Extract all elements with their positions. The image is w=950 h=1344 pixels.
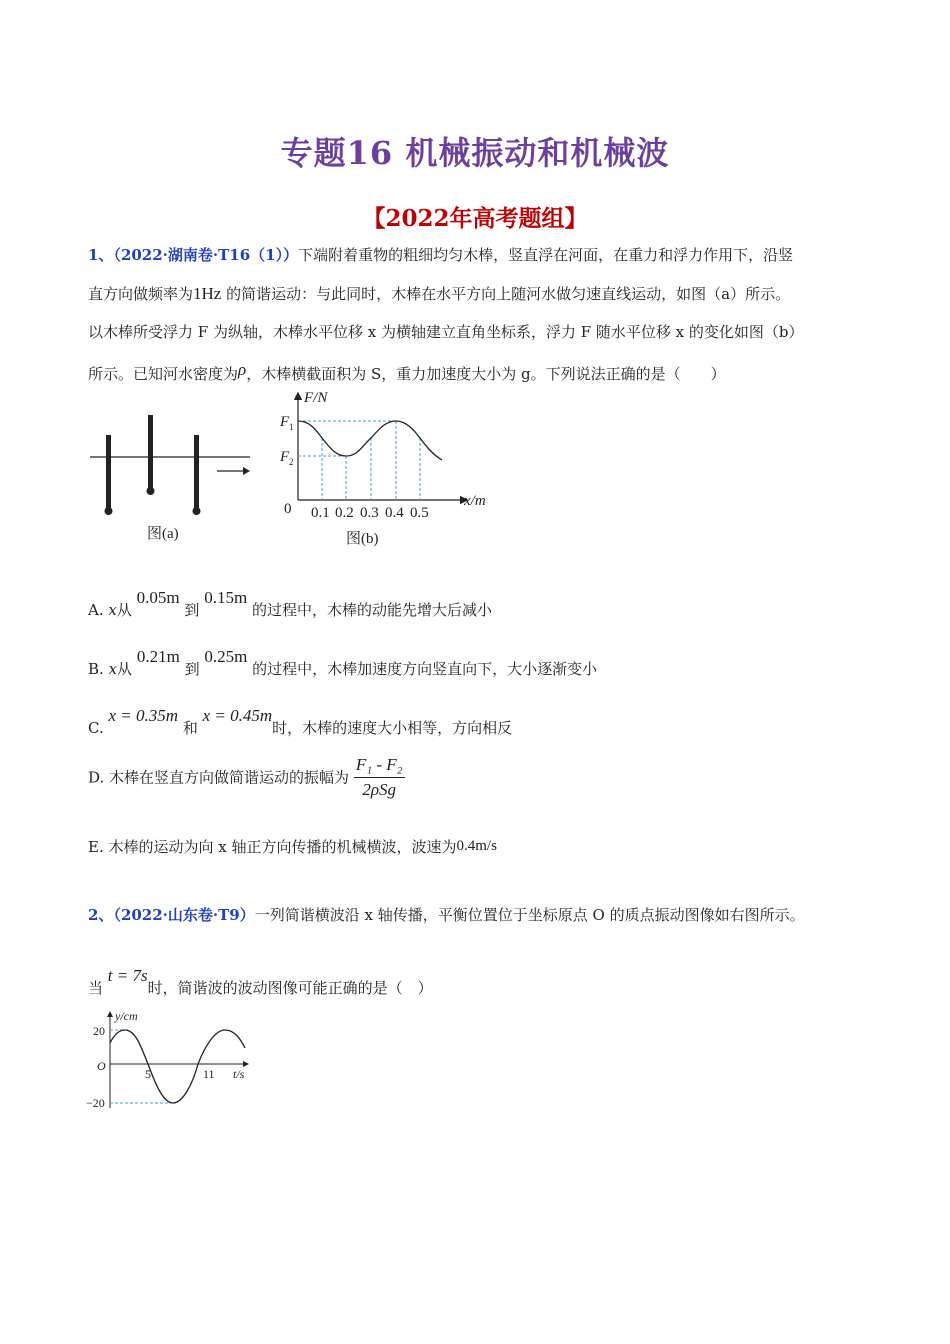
t-tick-label: 11 <box>203 1067 215 1081</box>
stick-1 <box>105 435 113 515</box>
option-d-text: D. 木棒在竖直方向做简谐运动的振幅为 <box>88 768 350 787</box>
option-b-value-2: 0.25m <box>204 647 248 666</box>
q2-line2 <box>88 966 433 998</box>
option-a-from: 从 <box>116 601 132 619</box>
q2-time: t = 7s <box>107 966 148 985</box>
figure-a-caption: 图(a) <box>147 526 179 542</box>
option-a-text: 的过程中，木棒的动能先增大后减小 <box>251 601 492 619</box>
option-c-and: 和 <box>182 719 198 737</box>
figure-b-caption: 图(b) <box>346 531 379 547</box>
q2-source: （2022·山东卷·T9） <box>113 906 255 924</box>
option-b-text: 的过程中，木棒加速度方向竖直向下，大小逐渐变小 <box>252 660 598 678</box>
option-c-value-1: x = 0.35m <box>108 706 179 725</box>
option-b-to: 到 <box>184 660 200 678</box>
option-b-value-1: 0.21m <box>136 647 180 666</box>
q1-line1 <box>88 245 793 265</box>
y-axis-label: F/N <box>304 390 328 406</box>
q1-source: （2022·湖南卷·T16（1）） <box>113 246 299 264</box>
y-axis-label: y/cm <box>115 1009 138 1023</box>
figure-b <box>270 388 500 553</box>
option-a-to: 到 <box>184 601 200 619</box>
tick-label: 0.1 <box>311 505 330 521</box>
q1-line2 <box>88 284 790 304</box>
tick-label: 0.3 <box>360 505 379 521</box>
stick-3 <box>193 435 201 515</box>
q1-text-1: 下端附着重物的粗细均匀木棒，竖直浮在河面，在重力和浮力作用下，沿竖 <box>298 246 794 264</box>
q1-text-2b: 的简谐运动：与此同时，木棒在水平方向上随河水做匀速直线运动，如图（a）所示。 <box>226 285 791 303</box>
origin-label: 0 <box>284 501 292 517</box>
f2-label: F <box>280 449 290 465</box>
vibration-graph <box>85 1008 260 1118</box>
y-min-label: −20 <box>86 1096 105 1110</box>
option-c-label: C. <box>88 719 109 737</box>
option-b-from: 从 <box>117 660 133 678</box>
q1-text-4b: ，木棒横截面积为 S，重力加速度大小为 g。下列说法正确的是（ ） <box>246 365 726 383</box>
option-b-var: x <box>108 660 118 678</box>
f2-subscript: 2 <box>289 457 294 467</box>
fraction-numerator: F₁ - F₂ <box>354 753 405 778</box>
q1-text-2a: 直方向做频率为 <box>88 285 194 303</box>
q1-frequency: 1Hz <box>193 284 222 303</box>
option-a-var: x <box>108 601 117 619</box>
fraction-denominator: 2ρSg <box>362 780 397 799</box>
t-tick-label: 5 <box>145 1067 151 1081</box>
option-e-value: 0.4m/s <box>456 838 497 854</box>
q1-rho: ρ <box>238 360 247 379</box>
q2-text-2a: 当 <box>88 979 104 997</box>
page-title: 专题16 机械振动和机械波 <box>280 134 670 172</box>
q2-text-2b: 时，简谐波的波动图像可能正确的是（ ） <box>147 979 433 997</box>
tick-label: 0.2 <box>335 505 354 521</box>
x-axis-label: x/m <box>464 493 486 509</box>
origin-label: O <box>97 1059 106 1073</box>
q1-line4 <box>88 360 726 384</box>
figure-a <box>85 405 255 550</box>
option-a-value-1: 0.05m <box>136 588 180 607</box>
option-b-label: B. <box>88 660 109 678</box>
t-axis-label: t/s <box>233 1067 245 1081</box>
guide-lines <box>110 1030 175 1103</box>
vibration-curve <box>110 1030 245 1103</box>
option-c-text: 时，木棒的速度大小相等，方向相反 <box>272 719 513 737</box>
tick-label: 0.4 <box>385 505 404 521</box>
q1-line3: 以木棒所受浮力 F 为纵轴，木棒水平位移 x 为横轴建立直角坐标系，浮力 F 随水平位移 x 的变化如图（b） <box>88 323 804 341</box>
y-max-label: 20 <box>93 1024 105 1038</box>
q2-number: 2、 <box>88 906 114 924</box>
option-e-text: E. 木棒的运动为向 x 轴正方向传播的机械横波，波速为 <box>88 838 457 856</box>
f1-subscript: 1 <box>289 422 294 432</box>
q1-number: 1、 <box>88 246 114 264</box>
option-d[interactable] <box>88 753 405 802</box>
option-c-value-2: x = 0.45m <box>202 706 273 725</box>
option-a-value-2: 0.15m <box>204 588 248 607</box>
amplitude-fraction <box>354 753 405 802</box>
q2-text-1: 一列简谐横波沿 x 轴传播，平衡位置位于坐标原点 O 的质点振动图像如右图所示。 <box>254 906 805 924</box>
option-e[interactable] <box>88 836 497 857</box>
option-c[interactable] <box>88 706 512 738</box>
option-a-label: A. <box>88 601 109 619</box>
stick-2 <box>147 415 155 495</box>
section-subtitle: 【2022年高考题组】 <box>362 205 588 232</box>
q1-text-4a: 所示。已知河水密度为 <box>88 365 239 383</box>
guide-lines <box>298 421 420 500</box>
option-a[interactable] <box>88 588 492 620</box>
tick-label: 0.5 <box>410 505 429 521</box>
q2-line1 <box>88 905 805 925</box>
option-b[interactable] <box>88 647 597 679</box>
arrow-right-icon <box>217 467 250 475</box>
f1-label: F <box>280 414 290 430</box>
